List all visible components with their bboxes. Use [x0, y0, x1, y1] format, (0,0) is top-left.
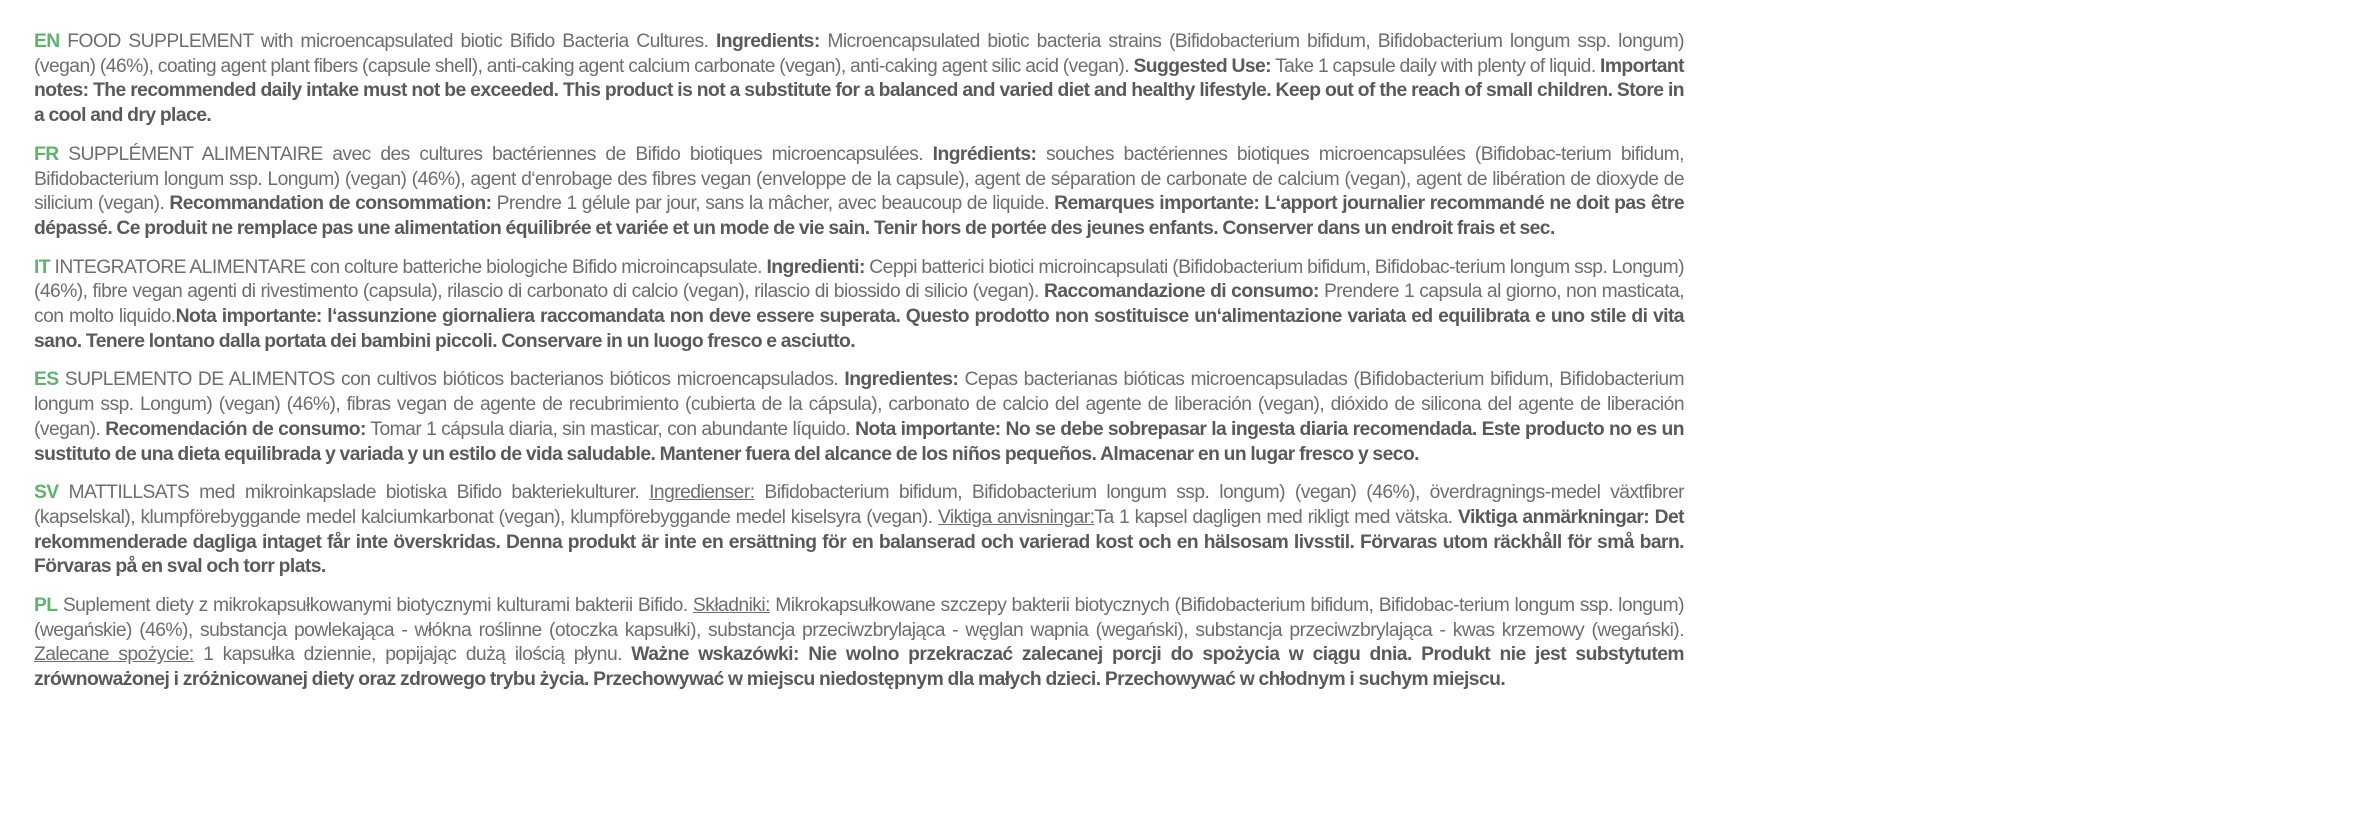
ingredients-sv: Bifidobacterium bifidum, Bifidobacterium longum ssp. longum) (vegan) (46%), överdragnings-medel växtfibrer (kapselskal), klumpförebyggande medel kalciumkarbonat (vegan), klumpförebyggande medel kiselsyra (vegan). — [34, 482, 1684, 528]
section-es — [34, 368, 1684, 467]
notes-label-pl: Ważne wskazówki: — [631, 644, 799, 666]
ingredients-en: Microencapsulated biotic bacteria strains (Bifidobacterium bifidum, Bifidobacterium longum ssp. longum) (vegan) (46%), coating agent plant fibers (capsule shell), anti-caking agent calcium carbonate (vegan), anti-caking agent silic acid (vegan). — [34, 31, 1684, 77]
lang-code-sv: SV — [34, 482, 59, 504]
notes-es: No se debe sobrepasar la ingesta diaria recomendada. Este producto no es un sustituto de una dieta equilibrada y variada y un estilo de vida saludable. Mantener fuera del alcance de los niños pequeños. Almacenar en un lugar fresco y seco. — [34, 418, 1684, 465]
use-label-es: Recomendación de consumo: — [105, 418, 366, 440]
use-label-en: Suggested Use: — [1133, 55, 1272, 77]
notes-label-sv: Viktiga anmärkningar: — [1457, 506, 1650, 528]
section-fr — [34, 143, 1684, 242]
use-label-fr: Recommandation de consommation: — [169, 193, 492, 215]
use-label-it: Raccomandazione di consumo: — [1043, 281, 1319, 303]
notes-it: l‘assunzione giornaliera raccomandata non deve essere superata. Questo prodotto non sostituisce un‘alimentazione variata ed equilibrata e uno stile di vita sano. Tenere lontano dalla portata dei bambini piccoli. Conservare in un luogo fresco e asciutto. — [34, 306, 1684, 352]
lang-code-pl: PL — [34, 595, 58, 617]
intro-it: INTEGRATORE ALIMENTARE con colture batteriche biologiche Bifido microincapsulate. — [54, 256, 762, 278]
ingredients-label-fr: Ingrédients: — [932, 143, 1037, 165]
ingredients-label-es: Ingredientes: — [844, 369, 959, 391]
use-fr: Prendre 1 gélule par jour, sans la mâcher, avec beaucoup de liquide. — [496, 193, 1049, 215]
use-sv: Ta 1 kapsel dagligen med rikligt med vätska. — [1094, 506, 1453, 528]
ingredients-label-it: Ingredienti: — [766, 256, 865, 278]
use-pl: 1 kapsułka dziennie, popijając dużą ilością płynu. — [203, 644, 622, 666]
ingredients-pl: Mikrokapsułkowane szczepy bakterii biotycznych (Bifidobacterium bifidum, Bifidobac-terium longum ssp. longum) (wegańskie) (46%), substancja powlekająca - włókna roślinne (otoczka kapsułki), substancja przeciwzbrylająca - węglan wapnia (wegański), substancja przeciwzbrylająca - kwas krzemowy (wegański). — [34, 595, 1684, 641]
ingredients-label-sv: Ingredienser: — [649, 482, 755, 504]
notes-label-en: Important notes: — [34, 55, 1684, 102]
section-it — [34, 256, 1684, 355]
ingredients-label-en: Ingredients: — [715, 31, 820, 52]
supplement-label-text — [34, 30, 1684, 707]
notes-en: The recommended daily intake must not be exceeded. This product is not a substitute for a balanced and varied diet and healthy lifestyle. Keep out of the reach of small children. Store in a cool and dry place. — [34, 80, 1685, 127]
lang-code-fr: FR — [34, 143, 59, 165]
use-it: Prendere 1 capsula al giorno, non masticata, con molto liquido. — [34, 281, 1685, 328]
use-label-pl: Zalecane spożycie: — [34, 644, 194, 666]
use-label-sv: Viktiga anvisningar: — [937, 506, 1095, 528]
intro-en: FOOD SUPPLEMENT with microencapsulated biotic Bifido Bacteria Cultures. — [67, 31, 709, 52]
intro-pl: Suplement diety z mikrokapsułkowanymi biotycznymi kulturami bakterii Bifido. — [62, 595, 688, 617]
lang-code-it: IT — [34, 256, 51, 278]
use-es: Tomar 1 cápsula diaria, sin masticar, con abundante líquido. — [370, 418, 851, 440]
section-en — [34, 30, 1684, 129]
lang-code-es: ES — [34, 369, 59, 391]
notes-sv: Det rekommenderade dagliga intaget får inte överskridas. Denna produkt är inte en ersättning för en balanserad och varierad kost och en hälsosam livsstil. Förvaras utom räckhåll för små barn. Förvaras på en sval och torr plats. — [34, 506, 1684, 578]
notes-label-it: Nota importante: — [175, 306, 322, 328]
ingredients-label-pl: Składniki: — [692, 595, 770, 617]
notes-pl: Nie wolno przekraczać zalecanej porcji do spożycia w ciągu dnia. Produkt nie jest substytutem zrównoważonej i zróżnicowanej diety oraz zdrowego trybu życia. Przechowywać w miejscu niedostępnym dla małych dzieci. Przechowywać w chłodnym i suchym miejscu. — [34, 644, 1684, 691]
notes-label-fr: Remarques importante: — [1054, 193, 1260, 215]
intro-sv: MATTILLSATS med mikroinkapslade biotiska Bifido bakteriekulturer. — [68, 482, 640, 504]
use-en: Take 1 capsule daily with plenty of liquid. — [1275, 55, 1596, 77]
notes-label-es: Nota importante: — [855, 418, 1001, 440]
ingredients-fr: souches bactériennes biotiques microencapsulées (Bifidobac-terium bifidum, Bifidobacterium longum ssp. Longum) (vegan) (46%), agent d‘enrobage des fibres vegan (enveloppe de la capsule), agent de séparation de carbonate de calcium (vegan), agent de libération de dioxyde de silicium (vegan). — [34, 143, 1684, 215]
section-pl — [34, 594, 1684, 693]
ingredients-it: Ceppi batterici biotici microincapsulati (Bifidobacterium bifidum, Bifidobac-terium longum ssp. Longum) (46%), fibre vegan agenti di rivestimento (capsula), rilascio di carbonato di calcio (vegan), rilascio di biossido di silicio (vegan). — [34, 256, 1685, 303]
lang-code-en: EN — [34, 31, 60, 52]
section-sv — [34, 481, 1684, 580]
notes-fr: L‘apport journalier recommandé ne doit pas être dépassé. Ce produit ne remplace pas une alimentation équilibrée et variée et un mode de vie sain. Tenir hors de portée des jeunes enfants. Conserver dans un endroit frais et sec. — [34, 193, 1685, 239]
intro-es: SUPLEMENTO DE ALIMENTOS con cultivos bióticos bacterianos bióticos microencapsulados. — [64, 369, 839, 391]
intro-fr: SUPPLÉMENT ALIMENTAIRE avec des cultures bactériennes de Bifido biotiques microencapsulées. — [68, 143, 924, 165]
ingredients-es: Cepas bacterianas bióticas microencapsuladas (Bifidobacterium bifidum, Bifidobacterium longum ssp. Longum) (vegan) (46%), fibras vegan de agente de recubrimiento (cubierta de la cápsula), carbonato de calcio del agente de liberación (vegan), dióxido de silicona del agente de liberación (vegan). — [34, 369, 1684, 440]
